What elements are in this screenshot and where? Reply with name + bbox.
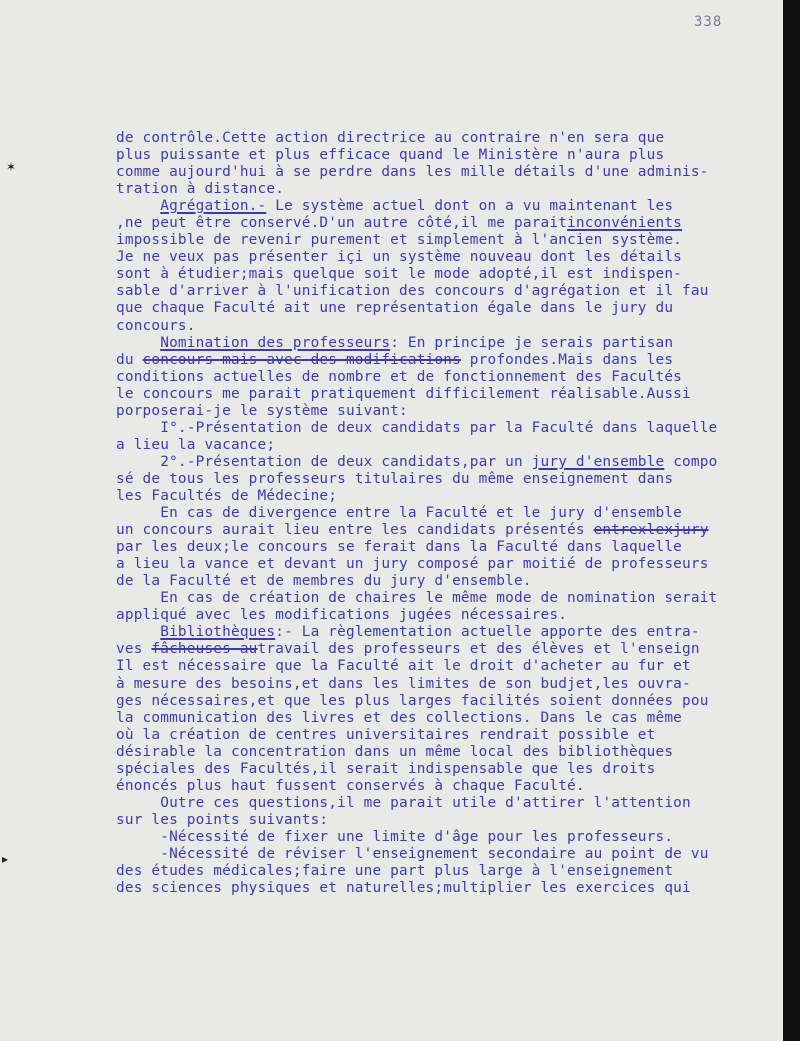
underlined-heading: jury d'ensemble [531,453,665,470]
text-line [116,232,783,249]
text-line [116,590,783,607]
text-line [116,386,783,403]
line-text: profondes.Mais dans les [460,351,674,368]
text-line [116,641,783,658]
line-text: impossible de revenir purement et simplement à l'ancien système. [116,232,683,249]
line-text: des études médicales;faire une part plus large à l'enseignement [116,863,674,880]
struck-text: concours mais avec des modifications [142,351,461,368]
line-text: comme aujourd'hui à se perdre dans les mille détails d'une adminis- [116,164,709,181]
text-line [116,539,783,556]
text-line [116,181,783,198]
line-text: ges nécessaires,et que les plus larges facilités soient données pou [116,692,709,709]
line-text: le concours me parait pratiquement difficilement réalisable.Aussi [116,385,691,402]
text-line [116,658,783,675]
line-text: 2°.-Présentation de deux candidats,par un [116,453,532,470]
scan-edge [783,0,800,1041]
line-text: ,ne peut être conservé.D'un autre côté,il me parait [116,215,568,232]
text-line [116,676,783,693]
line-text: à mesure des besoins,et dans les limites de son budjet,les ouvra- [116,675,691,692]
line-text: sé de tous les professeurs titulaires du même enseignement dans [116,470,674,487]
text-line [116,607,783,624]
line-text [116,335,160,351]
line-text: spéciales des Facultés,il serait indispensable que les droits [116,760,656,777]
text-line [116,352,783,369]
line-text: travail des professeurs et des élèves et l'enseign [257,641,700,658]
text-line [116,846,783,863]
line-text: que chaque Faculté ait une représentation égale dans le jury du [116,300,674,317]
text-line [116,164,783,181]
line-text: la communication des livres et des collections. Dans le cas même [116,709,683,726]
line-text: a lieu la vance et devant un jury composé par moitié de professeurs [116,556,709,573]
line-text: ves [116,641,152,658]
underlined-heading: Agrégation.- [160,198,267,215]
line-text: Je ne veux pas présenter içi un système nouveau dont les détails [116,249,683,266]
text-line [116,863,783,880]
text-line [116,300,783,317]
text-line [116,335,783,352]
text-line [116,522,783,539]
text-line [116,795,783,812]
line-text: les Facultés de Médecine; [116,487,338,504]
text-line [116,283,783,300]
line-text [116,624,160,640]
text-line [116,437,783,454]
text-line [116,505,783,522]
line-text: un concours aurait lieu entre les candidats présentés [116,522,594,539]
text-line [116,829,783,846]
margin-mark: ✶ [6,160,17,174]
line-text: -Nécessité de réviser l'enseignement secondaire au point de vu [116,845,709,862]
line-text: Il est nécessaire que la Faculté ait le droit d'acheter au fur et [116,658,691,675]
line-text: a lieu la vacance; [116,436,276,453]
text-line [116,454,783,471]
text-line [116,471,783,488]
line-text: où la création de centres universitaires rendrait possible et [116,726,656,743]
text-line [116,488,783,505]
line-text: I°.-Présentation de deux candidats par la Faculté dans laquelle [116,419,718,436]
line-text: :- La règlementation actuelle apporte des entra- [275,624,700,641]
line-text: tration à distance. [116,181,285,198]
text-line [116,710,783,727]
line-text: porposerai-je le système suivant: [116,402,408,419]
line-text [116,198,160,214]
line-text: appliqué avec les modifications jugées nécessaires. [116,607,568,624]
underlined-heading: Bibliothèques [160,624,276,641]
text-line [116,744,783,761]
text-line [116,369,783,386]
line-text: En cas de divergence entre la Faculté et le jury d'ensemble [116,505,683,522]
typewritten-body [116,130,783,897]
text-line [116,318,783,335]
underlined-heading: inconvénients [567,215,683,232]
line-text: sable d'arriver à l'unification des concours d'agrégation et il fau [116,283,709,300]
line-text: Outre ces questions,il me parait utile d'attirer l'attention [116,794,691,811]
line-text: de la Faculté et de membres du jury d'ensemble. [116,573,532,590]
line-text: Le système actuel dont on a vu maintenant les [266,198,674,215]
text-line [116,130,783,147]
line-text: des sciences physiques et naturelles;multiplier les exercices qui [116,880,691,897]
text-line [116,403,783,420]
text-line [116,727,783,744]
line-text: plus puissante et plus efficace quand le Ministère n'aura plus [116,147,665,164]
text-line [116,880,783,897]
margin-mark: ▸ [2,852,9,866]
line-text: sur les points suivants: [116,811,329,828]
line-text: : En principe je serais partisan [390,334,674,351]
line-text: par les deux;le concours se ferait dans la Faculté dans laquelle [116,539,683,556]
text-line [116,147,783,164]
text-line [116,624,783,641]
text-line [116,761,783,778]
text-line [116,215,783,232]
struck-text: entrexlexjury [593,522,709,539]
text-line [116,556,783,573]
text-line [116,198,783,215]
text-line [116,693,783,710]
line-text: de contrôle.Cette action directrice au contraire n'en sera que [116,130,665,146]
text-line [116,573,783,590]
page-number: 338 [694,14,723,30]
line-text: du [116,351,143,368]
line-text: compo [664,453,718,470]
line-text: énoncés plus haut fussent conservés à chaque Faculté. [116,777,585,794]
line-text: désirable la concentration dans un même local des bibliothèques [116,743,674,760]
text-line [116,266,783,283]
line-text: conditions actuelles de nombre et de fonctionnement des Facultés [116,368,683,385]
struck-text: fâcheuses au [151,641,258,658]
line-text: -Nécessité de fixer une limite d'âge pour les professeurs. [116,828,674,845]
text-line [116,812,783,829]
line-text: sont à étudier;mais quelque soit le mode adopté,il est indispen- [116,266,683,283]
text-line [116,249,783,266]
line-text: concours. [116,317,196,334]
text-line [116,778,783,795]
text-line [116,420,783,437]
line-text: En cas de création de chaires le même mode de nomination serait [116,590,718,607]
underlined-heading: Nomination des professeurs [160,334,391,351]
